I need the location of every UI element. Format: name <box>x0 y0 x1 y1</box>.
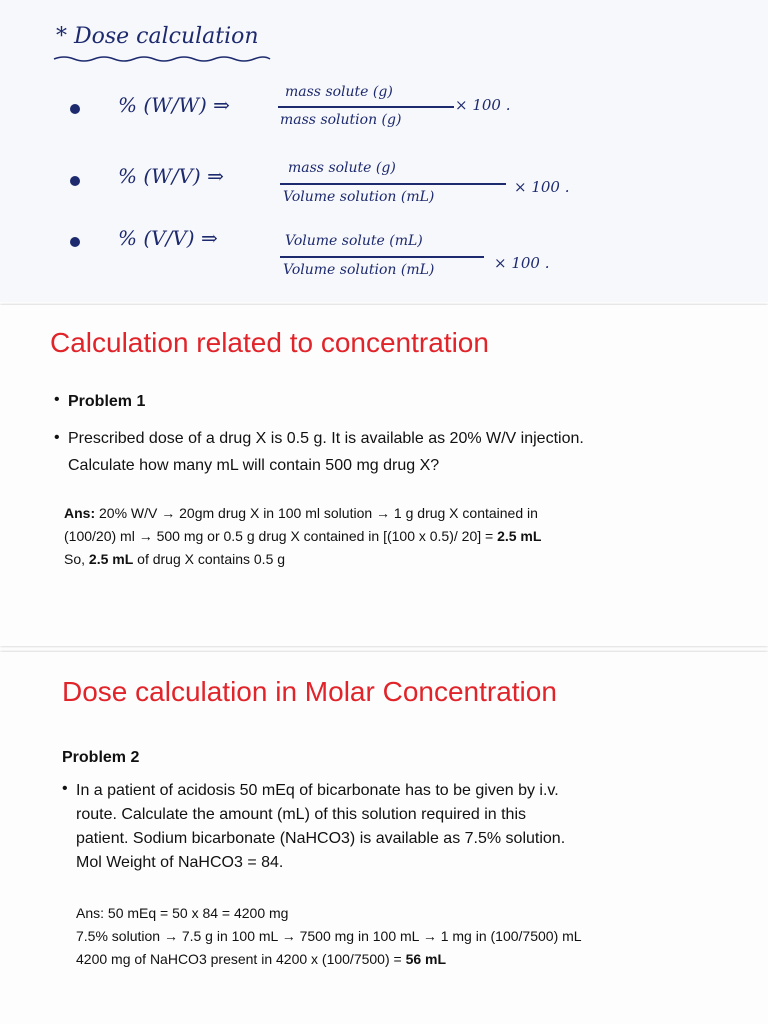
answer-label: Ans: <box>64 505 96 521</box>
answer-text: (100/20) ml → 500 mg or 0.5 g drug X contained in [(100 x 0.5)/ 20] = <box>64 528 498 544</box>
bullet-dot: • <box>54 391 60 408</box>
slide-molar-concentration <box>0 652 768 1024</box>
note-numerator: mass solute (g) <box>288 160 396 176</box>
note-bullet <box>70 104 80 114</box>
note-multiplier: × 100 . <box>455 96 511 114</box>
note-denominator: mass solution (g) <box>280 112 402 128</box>
answer-text: of drug X contains 0.5 g <box>133 551 286 567</box>
problem-text: patient. Sodium bicarbonate (NaHCO3) is available as 7.5% solution. <box>76 830 566 847</box>
problem-label: Problem 2 <box>62 749 140 766</box>
slide-concentration <box>0 305 768 646</box>
slide-title: Dose calculation in Molar Concentration <box>62 676 557 707</box>
problem-label: Problem 1 <box>68 393 146 410</box>
problem-text: Mol Weight of NaHCO3 = 84. <box>76 854 284 871</box>
note-denominator: Volume solution (mL) <box>283 262 435 278</box>
note-lhs: % (W/W) ⇒ <box>118 93 230 117</box>
problem-text: Calculate how many mL will contain 500 mg drug X? <box>68 457 440 474</box>
fraction-line <box>280 256 484 258</box>
answer-line <box>64 505 538 521</box>
note-multiplier: × 100 . <box>494 254 550 272</box>
answer-result: 2.5 mL <box>497 528 542 544</box>
answer-text: Ans: 50 mEq = 50 x 84 = 4200 mg <box>76 905 289 921</box>
answer-text: So, <box>64 551 89 567</box>
problem-text: Prescribed dose of a drug X is 0.5 g. It is available as 20% W/V injection. <box>68 430 584 447</box>
answer-text: 20% W/V → 20gm drug X in 100 ml solution → 1 g drug X contained in <box>99 505 538 521</box>
notes-title: * Dose calculation <box>56 24 259 49</box>
fraction-line <box>280 183 506 185</box>
note-bullet <box>70 176 80 186</box>
handwritten-notes <box>0 0 768 302</box>
note-numerator: Volume solute (mL) <box>285 233 423 249</box>
title-wavy-underline <box>52 54 272 64</box>
fraction-line <box>278 106 454 108</box>
answer-text: 7.5% solution → 7.5 g in 100 mL → 7500 mg in 100 mL → 1 mg in (100/7500) mL <box>76 928 582 944</box>
bullet-dot: • <box>54 429 60 446</box>
answer-line <box>64 528 541 544</box>
note-bullet <box>70 237 80 247</box>
problem-text: route. Calculate the amount (mL) of this solution required in this <box>76 806 527 823</box>
note-numerator: mass solute (g) <box>285 84 393 100</box>
answer-result: 56 mL <box>405 951 447 967</box>
note-multiplier: × 100 . <box>514 178 570 196</box>
answer-text: 4200 mg of NaHCO3 present in 4200 x (100/7500) = <box>76 951 406 967</box>
slide-title: Calculation related to concentration <box>50 327 489 358</box>
answer-line <box>64 551 285 567</box>
note-denominator: Volume solution (mL) <box>283 189 435 205</box>
bullet-dot: • <box>62 780 68 797</box>
note-lhs: % (W/V) ⇒ <box>118 164 224 188</box>
problem-text: In a patient of acidosis 50 mEq of bicarbonate has to be given by i.v. <box>76 782 559 799</box>
answer-result: 2.5 mL <box>88 551 134 567</box>
note-lhs: % (V/V) ⇒ <box>118 226 218 250</box>
answer-line <box>76 951 446 967</box>
